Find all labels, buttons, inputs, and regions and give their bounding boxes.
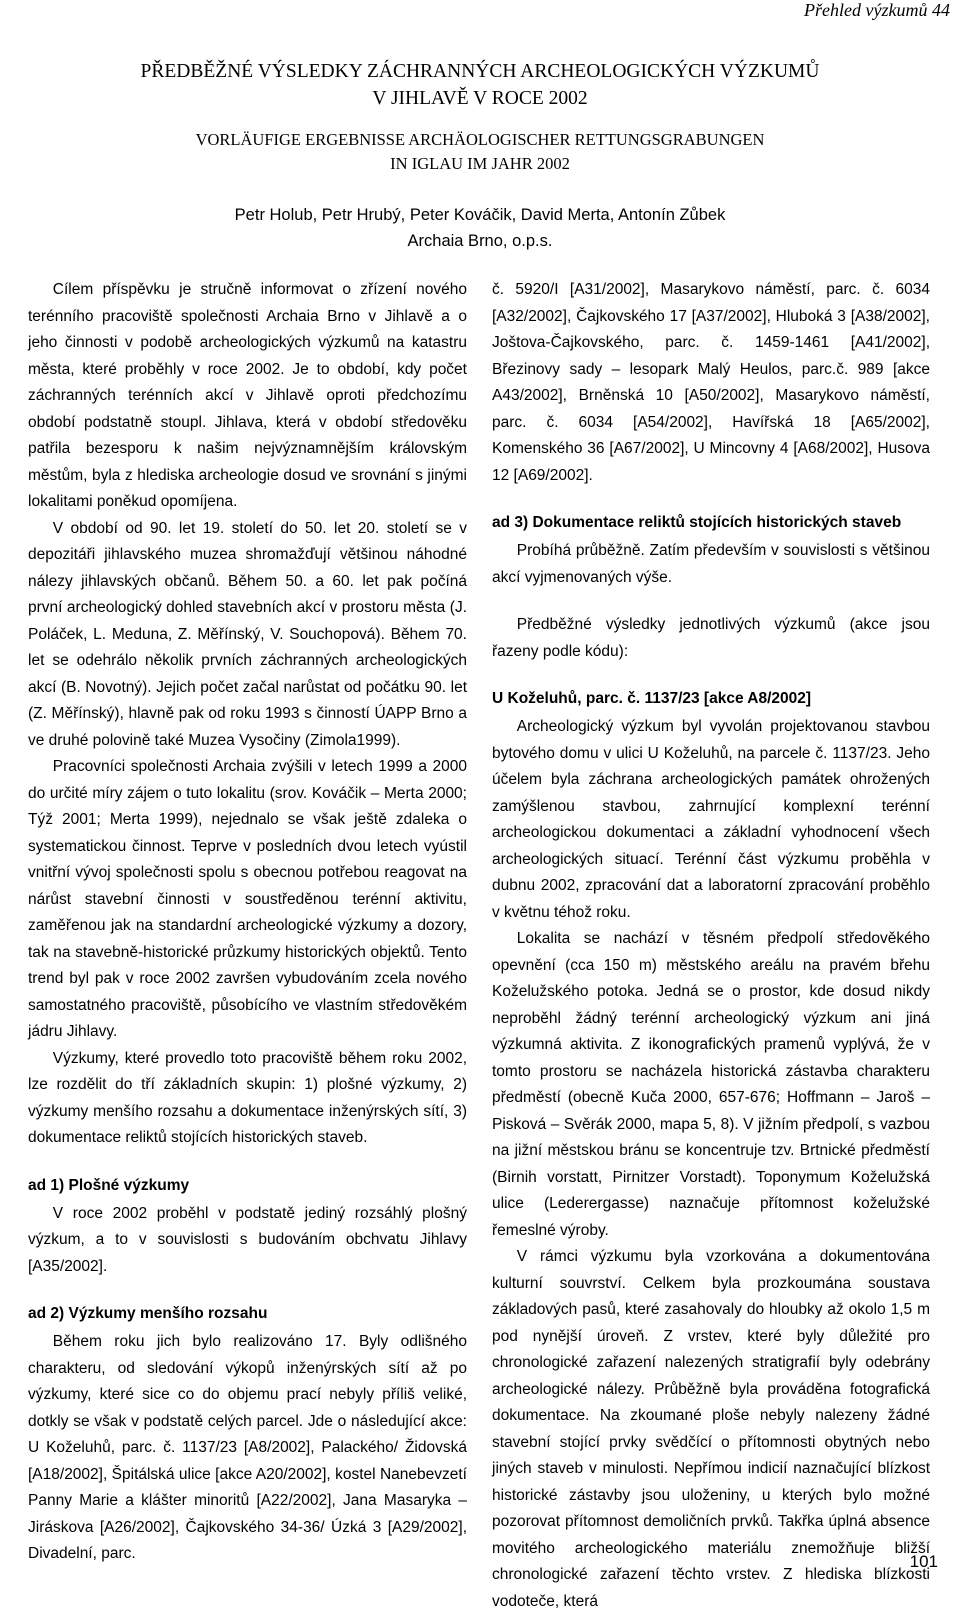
page-number: 101 — [909, 1552, 938, 1571]
paragraph: Archeologický výzkum byl vyvolán projektovanou stavbou bytového domu v ulici U Koželuhů, na parcele č. 1137/23. Jeho účelem byla záchrana archeologických památek ohrožených zamýšlenou stavbou, zahrnující komplexní terénní archeologickou dokumentaci a základní vyhodnocení všech archeologických situací. Terénní část výzkumu proběhla v dubnu 2002, zpracování dat a laboratorní zpracování proběhlo v květnu téhož roku. — [492, 718, 930, 921]
article-title-line-1: PŘEDBĚŽNÉ VÝSLEDKY ZÁCHRANNÝCH ARCHEOLOGICKÝCH VÝZKUMŮ — [140, 61, 820, 82]
paragraph: V období od 90. let 19. století do 50. let 20. století se v depozitáři jihlavského muzea shromažďují většinou náhodné nálezy jihlavských občanů. Během 50. a 60. let pak počíná první archeologický dohled stavebních akcí v prostoru města (J. Poláček, L. Meduna, Z. Měřínský, V. Souchopová). Během 70. let se odehrálo několik prvních záchranných archeologických akcí (B. Novotný). Jejich počet začal narůstat od počátku 90. let (Z. Měřínský), hlavně pak od roku 1993 s činností ÚAPP Brno a ve druhé polovině také Muzea Vysočiny (Zimola1999). — [28, 519, 467, 749]
section-heading-relikty: ad 3) Dokumentace reliktů stojících historických staveb — [492, 514, 902, 531]
paragraph: Cílem příspěvku je stručně informovat o zřízení nového terénního pracoviště společnosti Archaia Brno v Jihlavě a o jeho činnosti v podobě archeologických výzkumů na katastru města, které proběhly v roce 2002. Je to období, kdy počet záchranných terénních akcí v Jihlavě oproti předchozímu období podstatně stoupl. Jihlava, která v období středověku patřila bezesporu k našim nejvýznamnějším královským městům, byla z hlediska archeologie dosud ve srovnání s jinými lokalitami poněkud opomíjena. — [28, 281, 467, 510]
paragraph: Pracovníci společnosti Archaia zvýšili v letech 1999 a 2000 do určité míry zájem o tuto lokalitu (srov. Kováčik – Merta 2000; Týž 2001; Merta 1999), nejednalo se však ještě zdaleka o systematickou činnost. Teprve v posledních dvou letech vyústil vnitřní vývoj společnosti spolu s obecnou potřebou reagovat na nárůst stavební činnosti v soustředěnou terénní aktivitu, zaměřenou jak na standardní archeologické výzkumy a dozory, tak na stavebně-historické průzkumy historických objektů. Tento trend byl pak v roce 2002 završen vybudováním zcela nového samostatného pracoviště, působícího ve vlastním středověkém jádru Jihlavy. — [28, 758, 467, 1040]
paragraph: V roce 2002 proběhl v podstatě jediný rozsáhlý plošný výzkum, a to v souvislosti s budováním obchvatu Jihlavy [A35/2002]. — [28, 1204, 467, 1275]
byline — [0, 202, 960, 254]
section-heading-mensi-rozsah: ad 2) Výzkumy menšího rozsahu — [28, 1305, 268, 1322]
article-title-line-2: V JIHLAVĚ V ROCE 2002 — [372, 88, 588, 109]
paragraph: Lokalita se nachází v těsném předpolí středověkého opevnění (cca 150 m) městského areálu na pravém břehu Koželužského potoka. Jedná se o prostor, kde dosud nikdy neproběhl žádný terénní archeologický výzkum ani jiná výzkumná aktivita. Z ikonografických pramenů vyplývá, že v tomto prostoru se nacházela historická zástavba charakteru předměstí (obecně Kuča 2000, 657-676; Hoffmann – Jaroš – Pisková – Svěrák 2000, mapa 5, 8). V jižním předpolí, s vazbou na jižní městskou bránu se koncentruje tzv. Brtnické předměstí (Birnih vorstatt, Pirnitzer Vorstadt). Toponymum Koželužská ulice (Lederergasse) naznačuje přítomnost koželužské řemeslné výroby. — [492, 930, 930, 1239]
german-title — [0, 128, 960, 176]
section-heading-u-kozeluhu: U Koželuhů, parc. č. 1137/23 [akce A8/2002] — [492, 690, 812, 707]
section-heading-plosne: ad 1) Plošné výzkumy — [28, 1176, 190, 1194]
german-title-line-1: VORLÄUFIGE ERGEBNISSE ARCHÄOLOGISCHER RETTUNGSGRABUNGEN — [195, 130, 765, 149]
left-column — [28, 277, 467, 1568]
paragraph: Výzkumy, které provedlo toto pracoviště během roku 2002, lze rozdělit do tří základních skupin: 1) plošné výzkumy, 2) výzkumy menšího rozsahu a dokumentace inženýrských sítí, 3) dokumentace reliktů stojících historických staveb. — [28, 1049, 467, 1146]
paragraph: Během roku jich bylo realizováno 17. Byly odlišného charakteru, od sledování výkopů inženýrských sítí až po výzkumy, které sice co do objemu prací nebyly příliš veliké, dotkly se však v podstatě celých parcel. Jde o následující akce: U Koželuhů, parc. č. 1137/23 [A8/2002], Palackého/ Židovská [A18/2002], Špitálská ulice [akce A20/2002], kostel Nanebevzetí Panny Marie a klášter minoritů [A22/2002], Jana Masaryka – Jiráskova [A26/2002], Čajkovského 34-36/ Úzká 3 [A29/2002], Divadelní, parc. — [28, 1333, 467, 1562]
paragraph: č. 5920/I [A31/2002], Masarykovo náměstí, parc. č. 6034 [A32/2002], Čajkovského 17 [A37/2002], Hluboká 3 [A38/2002], Joštova-Čajkovského, parc. č. 1459-1461 [A41/2002], Březinovy sady – lesopark Malý Heulos, parc.č. 989 [akce A43/2002], Brněnská 10 [A50/2002], Masarykovo náměstí, parc. č. 6034 [A54/2002], Havířská 18 [A65/2002], Komenského 36 [A67/2002], U Mincovny 4 [A68/2002], Husova 12 [A69/2002]. — [492, 281, 930, 484]
title-block — [0, 58, 960, 173]
right-column — [492, 277, 930, 1615]
affiliation: Archaia Brno, o.p.s. — [407, 232, 553, 250]
paragraph: Probíhá průběžně. Zatím především v souvislosti s většinou akcí vyjmenovaných výše. — [492, 542, 930, 586]
authors: Petr Holub, Petr Hrubý, Peter Kováčik, David Merta, Antonín Zůbek — [234, 206, 726, 224]
german-title-line-2: IN IGLAU IM JAHR 2002 — [390, 154, 570, 173]
paragraph: V rámci výzkumu byla vzorkována a dokumentována kulturní souvrství. Celkem byla prozkoumána soustava základových pasů, které zasahovaly do hloubky až okolo 1,5 m pod nynější úroveň. Z vrstev, které byly důležité pro chronologické zařazení nalezených stratigrafií byly odebrány archeologické nálezy. Průběžně byla prováděna fotografická dokumentace. Na zkoumané ploše nebyly nalezeny žádné stavební stojící prvky svědčící o přítomnosti obytných nebo jiných staveb v minulosti. Nepřímou indicií naznačující blízkost historické zástavby jsou uloženiny, u kterých bylo možné pozorovat přítomnost demoličních prvků. Takřka úplná absence movitého archeologického materiálu znemožňuje bližší chronologické zařazení těchto vrstev. Z hlediska blízkosti vodoteče, která — [492, 1248, 930, 1610]
running-head: Přehled výzkumů 44 — [804, 0, 950, 20]
paragraph: Předběžné výsledky jednotlivých výzkumů (akce jsou řazeny podle kódu): — [492, 616, 930, 660]
